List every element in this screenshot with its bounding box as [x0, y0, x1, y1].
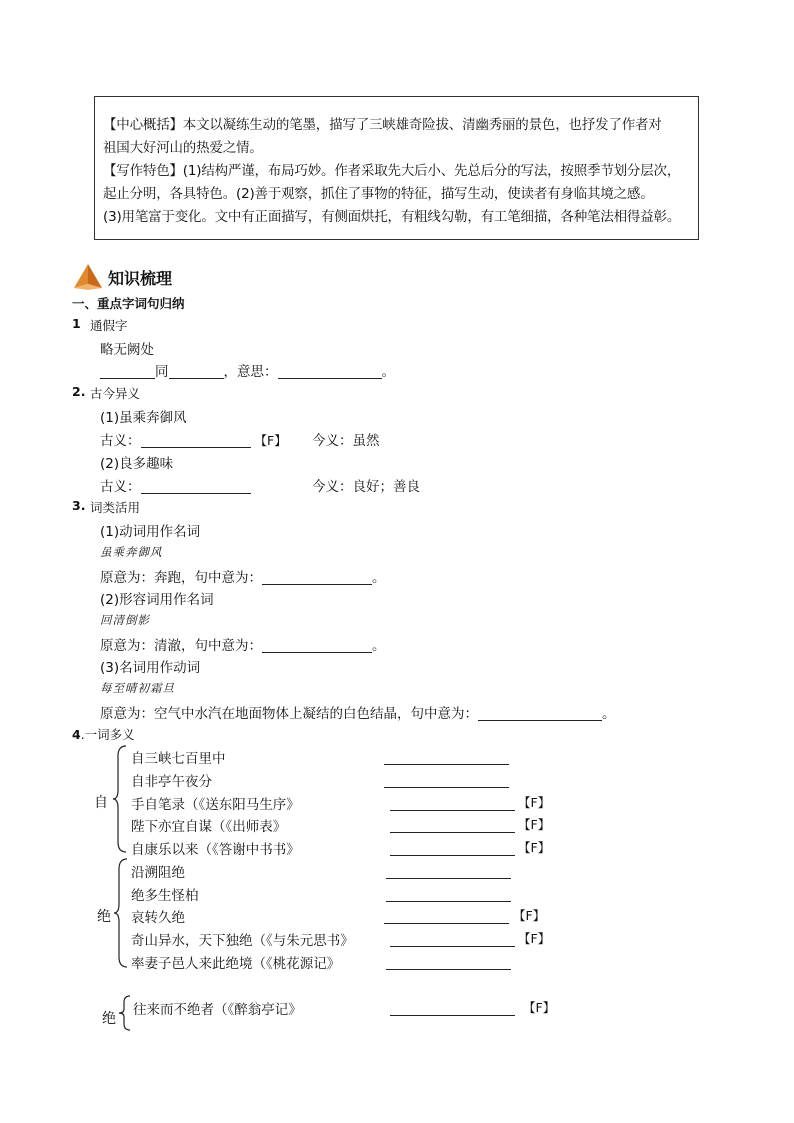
f-mark: 【F】 — [513, 908, 546, 923]
item-title: 古今异义 — [90, 386, 141, 401]
label: 。 — [372, 570, 386, 586]
label: ，意思： — [223, 364, 278, 380]
answer-blank[interactable] — [478, 706, 602, 721]
label: 同 — [155, 364, 169, 380]
answer-blank[interactable] — [390, 1001, 515, 1016]
polysemy-item: 奇山异水，天下独绝（《与朱元思书》 — [131, 933, 354, 949]
answer-blank[interactable] — [141, 433, 251, 448]
label: 原意为：清澈，句中意为： — [100, 638, 262, 654]
item-number: 4 — [72, 727, 81, 742]
f-mark: 【F】 — [518, 817, 551, 832]
polysemy-item: 自非亭午夜分 — [131, 774, 212, 790]
label: 。 — [602, 706, 616, 722]
answer-blank[interactable] — [390, 932, 515, 947]
item-title: 通假字 — [90, 318, 128, 333]
answer-blank[interactable] — [384, 750, 509, 765]
polysemy-item: 率妻子邑人来此绝境（《桃花源记》 — [131, 956, 341, 972]
item-number: 3. — [72, 498, 86, 513]
label: 原意为：奔跑，句中意为： — [100, 570, 262, 586]
polysemy-char: 自 — [94, 795, 108, 811]
polysemy-item: 沿溯阻绝 — [131, 865, 185, 881]
example-sentence: 虽乘奔御风 — [100, 545, 163, 559]
example-sentence: 回清倒影 — [100, 613, 150, 627]
f-mark: 【F】 — [523, 1000, 556, 1015]
label: 古义： — [100, 479, 141, 495]
item-title: 词类活用 — [90, 500, 141, 515]
item-number: 1 — [72, 316, 81, 331]
modern-meaning: 今义：虽然 — [312, 433, 380, 449]
answer-blank[interactable] — [386, 887, 511, 902]
section-title: 知识梳理 — [108, 269, 173, 288]
modern-meaning: 今义：良好；善良 — [312, 479, 420, 495]
sub-item: (2)形容词用作名词 — [100, 592, 214, 608]
sub-item: (1)虽乘奔御风 — [100, 410, 187, 426]
f-mark: 【F】 — [518, 840, 551, 855]
polysemy-item: 绝多生怪柏 — [131, 888, 199, 904]
answer-blank[interactable] — [386, 955, 511, 970]
answer-blank[interactable] — [169, 364, 224, 379]
answer-blank[interactable] — [390, 841, 515, 856]
polysemy-item: 手自笔录（《送东阳马生序》 — [131, 797, 300, 813]
pyramid-icon — [72, 262, 104, 290]
polysemy-char: 绝 — [102, 1011, 116, 1027]
polysemy-char: 绝 — [97, 909, 111, 925]
brace-icon — [118, 994, 132, 1032]
answer-blank[interactable] — [262, 638, 372, 653]
polysemy-item: 陛下亦宜自谋（《出师表》 — [131, 819, 287, 835]
fill-row — [100, 702, 616, 722]
sub-item: (1)动词用作名词 — [100, 524, 201, 540]
summary-line: 祖国大好河山的热爱之情。 — [103, 140, 263, 156]
answer-blank[interactable] — [262, 570, 372, 585]
f-mark: 【F】 — [518, 931, 551, 946]
fill-row — [100, 634, 386, 654]
fill-row — [100, 566, 386, 586]
answer-blank[interactable] — [141, 479, 251, 494]
item-number: 2. — [72, 384, 86, 399]
summary-line: 起止分明，各具特色。(2)善于观察，抓住了事物的特征，描写生动，使读者有身临其境之感。 — [103, 186, 654, 202]
answer-blank[interactable] — [384, 909, 509, 924]
summary-line: 【中心概括】本文以凝练生动的笔墨，描写了三峡雄奇险拔、清幽秀丽的景色，也抒发了作者对 — [103, 117, 662, 133]
fill-row — [100, 429, 287, 449]
f-mark: 【F】 — [254, 433, 287, 448]
answer-blank[interactable] — [100, 364, 155, 379]
label: 古义： — [100, 433, 141, 449]
brace-icon — [113, 857, 129, 969]
polysemy-item: 自三峡七百里中 — [131, 751, 226, 767]
label: 。 — [381, 364, 395, 380]
label: 原意为：空气中水汽在地面物体上凝结的白色结晶，句中意为： — [100, 706, 478, 722]
fill-row — [100, 360, 395, 380]
label: .一词多义 — [80, 727, 135, 742]
fill-row — [100, 475, 251, 495]
item-title — [72, 725, 135, 743]
sub-item: (2)良多趣味 — [100, 456, 174, 472]
example-sentence: 每至晴初霜旦 — [100, 681, 175, 695]
answer-blank[interactable] — [278, 364, 382, 379]
answer-blank[interactable] — [390, 818, 515, 833]
summary-line: (3)用笔富于变化。文中有正面描写，有侧面烘托，有粗线勾勒，有工笔细描，各种笔法相得益彰。 — [103, 209, 681, 225]
polysemy-item: 哀转久绝 — [131, 910, 185, 926]
polysemy-item: 往来而不绝者（《醉翁亭记》 — [133, 1002, 302, 1018]
answer-blank[interactable] — [386, 864, 511, 879]
polysemy-item: 自康乐以来（《答谢中书书》 — [131, 842, 300, 858]
brace-icon — [112, 744, 128, 854]
answer-blank[interactable] — [390, 796, 515, 811]
example-sentence: 略无阙处 — [100, 342, 154, 358]
summary-line: 【写作特色】(1)结构严谨，布局巧妙。作者采取先大后小、先总后分的写法，按照季节划分层次， — [103, 163, 681, 179]
label: 。 — [372, 638, 386, 654]
answer-blank[interactable] — [384, 773, 509, 788]
sub-item: (3)名词用作动词 — [100, 660, 201, 676]
summary-box — [94, 96, 699, 240]
part-title: 一、重点字词句归纳 — [72, 296, 185, 311]
f-mark: 【F】 — [518, 795, 551, 810]
